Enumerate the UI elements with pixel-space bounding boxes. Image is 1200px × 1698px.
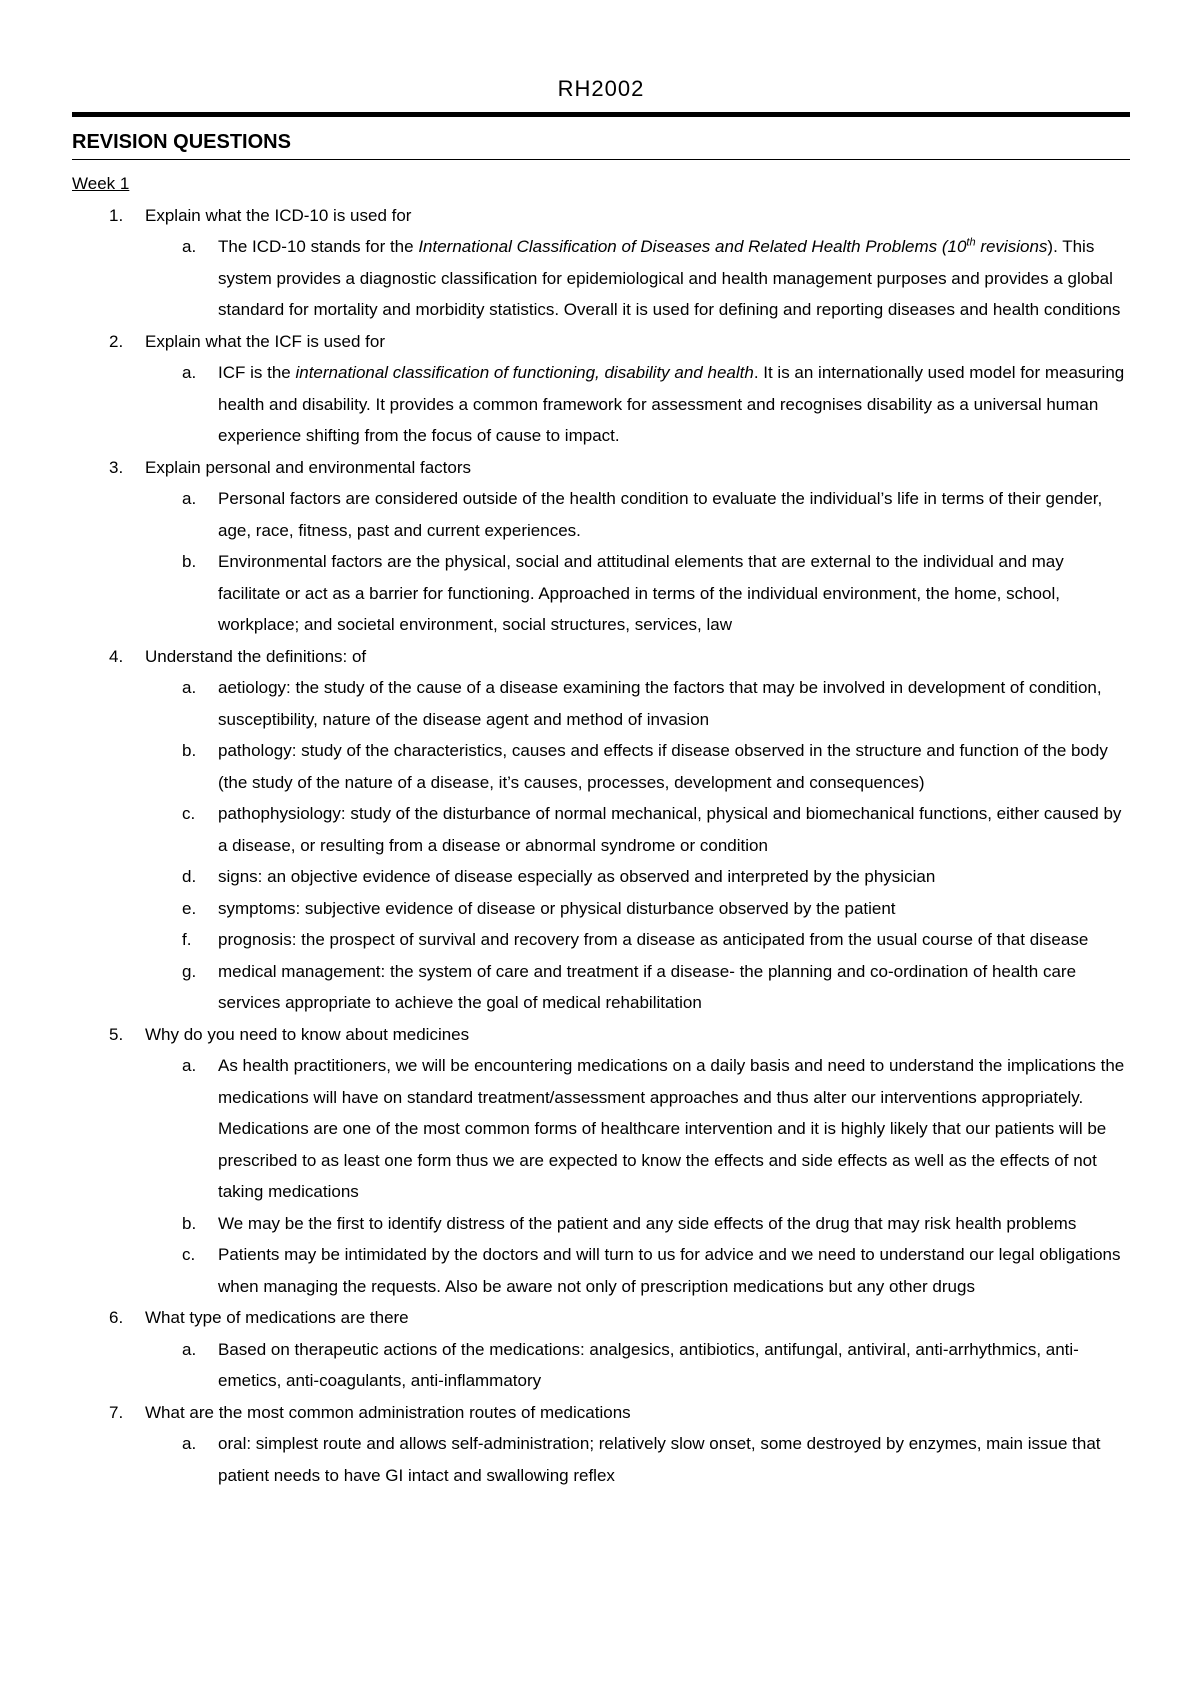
answer-text-pre: ICF is the xyxy=(218,363,296,382)
answer-text: As health practitioners, we will be encountering medications on a daily basis and need to understand the implications the medications will have on standard treatment/assessment approaches and thus alter our interventions appropriately. Medications are one of the most common forms of healthcare intervention and it is highly likely that our patients will be prescribed to as least one form thus we are expected to know the effects and side effects as well as the effects of not taking medications xyxy=(218,1056,1125,1201)
question-text: What are the most common administration routes of medications xyxy=(145,1402,631,1422)
answer-item xyxy=(72,861,1130,893)
answer-text: pathophysiology: study of the disturbance of normal mechanical, physical and biomechanical functions, either caused by a disease, or resulting from a disease or abnormal syndrome or condition xyxy=(218,804,1122,855)
answer-text: symptoms: subjective evidence of disease or physical disturbance observed by the patient xyxy=(218,898,896,918)
answer-item xyxy=(72,546,1130,641)
question-item xyxy=(72,326,1130,452)
answer-letter: a. xyxy=(182,1339,197,1359)
answer-list xyxy=(72,231,1130,326)
question-number: 3. xyxy=(109,457,124,477)
answer-text: Personal factors are considered outside of the health condition to evaluate the individual’s life in terms of their gender, age, race, fitness, past and current experiences. xyxy=(218,489,1103,540)
question-text: What type of medications are there xyxy=(145,1308,409,1327)
question-item xyxy=(72,1302,1130,1397)
answer-text-pre: The ICD-10 stands for the xyxy=(218,237,419,256)
answer-list xyxy=(72,672,1130,1019)
answer-text: Based on therapeutic actions of the medications: analgesics, antibiotics, antifungal, antiviral, anti-arrhythmics, anti-emetics, anti-coagulants, anti-inflammatory xyxy=(218,1339,1079,1390)
answer-item xyxy=(72,672,1130,735)
answer-item xyxy=(72,1208,1130,1240)
answer-text-superscript: th xyxy=(966,236,976,249)
answer-text: pathology: study of the characteristics, causes and effects if disease observed in the structure and function of the body (the study of the nature of a disease, it’s causes, processes, development and consequences) xyxy=(218,741,1108,792)
answer-text: Patients may be intimidated by the doctors and will turn to us for advice and we need to understand our legal obligations when managing the requests. Also be aware not only of prescription medications but any other drugs xyxy=(218,1245,1121,1296)
question-item xyxy=(72,1019,1130,1303)
answer-text-italic-2: revisions xyxy=(975,237,1048,256)
answer-text-italic: International Classification of Diseases and Related Health Problems (10 xyxy=(418,237,967,256)
course-code-header: RH2002 xyxy=(557,76,645,101)
question-text: Explain what the ICD-10 is used for xyxy=(145,205,412,225)
answer-letter: a. xyxy=(182,1434,197,1453)
answer-text: prognosis: the prospect of survival and recovery from a disease as anticipated from the usual course of that disease xyxy=(218,930,1089,949)
question-list xyxy=(72,200,1130,1492)
answer-letter: e. xyxy=(182,898,197,918)
answer-letter: a. xyxy=(182,1056,197,1075)
question-number: 6. xyxy=(109,1308,124,1327)
question-number: 1. xyxy=(109,205,124,225)
answer-letter: a. xyxy=(182,363,197,382)
answer-text: medical management: the system of care and treatment if a disease- the planning and co-ordination of health care services appropriate to achieve the goal of medical rehabilitation xyxy=(218,961,1077,1012)
question-number: 2. xyxy=(109,331,124,351)
answer-list xyxy=(72,483,1130,641)
answer-letter: a. xyxy=(182,678,197,697)
question-item xyxy=(72,200,1130,326)
answer-text: We may be the first to identify distress of the patient and any side effects of the drug that may risk health problems xyxy=(218,1213,1077,1233)
answer-item xyxy=(72,1428,1130,1491)
question-text: Why do you need to know about medicines xyxy=(145,1024,470,1044)
question-text: Explain personal and environmental factors xyxy=(145,457,472,477)
week-label: Week 1 xyxy=(72,174,130,193)
answer-item xyxy=(72,1334,1130,1397)
answer-text: aetiology: the study of the cause of a disease examining the factors that may be involved in development of condition, susceptibility, nature of the disease agent and method of invasion xyxy=(218,678,1102,729)
answer-text: Environmental factors are the physical, social and attitudinal elements that are external to the individual and may facilitate or act as a barrier for functioning. Approached in terms of the individual environment, the home, school, workplace; and societal environment, social structures, services, law xyxy=(218,552,1064,634)
answer-list xyxy=(72,1334,1130,1397)
section-heading: REVISION QUESTIONS xyxy=(72,129,1130,160)
answer-item xyxy=(72,1050,1130,1208)
answer-text-post: . It is an internationally used model for measuring health and disability. It provides a common framework for assessment and recognises disability as a universal human experience shifting from the focus of cause to impact. xyxy=(218,363,1125,445)
question-text: Explain what the ICF is used for xyxy=(145,331,386,351)
question-item xyxy=(72,452,1130,641)
answer-letter: a. xyxy=(182,489,197,508)
answer-item xyxy=(72,798,1130,861)
document-page xyxy=(72,72,1130,1491)
question-number: 7. xyxy=(109,1402,124,1422)
answer-item xyxy=(72,1239,1130,1302)
question-number: 5. xyxy=(109,1024,124,1044)
answer-item xyxy=(72,893,1130,925)
question-text: Understand the definitions: of xyxy=(145,646,367,666)
answer-list xyxy=(72,1428,1130,1491)
answer-text: signs: an objective evidence of disease especially as observed and interpreted by the physician xyxy=(218,867,936,886)
answer-text-post: ). This system provides a diagnostic classification for epidemiological and health management purposes and provides a global standard for mortality and morbidity statistics. Overall it is used for defining and reporting diseases and health conditions xyxy=(218,237,1121,319)
answer-letter: d. xyxy=(182,867,197,886)
header-rule xyxy=(72,112,1130,117)
answer-letter: f. xyxy=(182,930,192,949)
answer-text: oral: simplest route and allows self-administration; relatively slow onset, some destroyed by enzymes, main issue that patient needs to have GI intact and swallowing reflex xyxy=(218,1434,1101,1485)
answer-letter: b. xyxy=(182,741,197,760)
answer-letter: c. xyxy=(182,1245,196,1264)
answer-list xyxy=(72,1050,1130,1302)
answer-letter: a. xyxy=(182,237,197,256)
answer-letter: b. xyxy=(182,1213,197,1233)
question-item xyxy=(72,641,1130,1019)
answer-item xyxy=(72,483,1130,546)
answer-item xyxy=(72,357,1130,452)
answer-item xyxy=(72,231,1130,326)
answer-item xyxy=(72,735,1130,798)
question-number: 4. xyxy=(109,646,124,666)
answer-letter: b. xyxy=(182,552,197,571)
answer-item xyxy=(72,924,1130,956)
answer-text-italic: international classification of functioning, disability and health xyxy=(295,363,754,382)
question-item xyxy=(72,1397,1130,1492)
answer-letter: c. xyxy=(182,804,196,823)
answer-list xyxy=(72,357,1130,452)
answer-letter: g. xyxy=(182,961,197,981)
answer-item xyxy=(72,956,1130,1019)
